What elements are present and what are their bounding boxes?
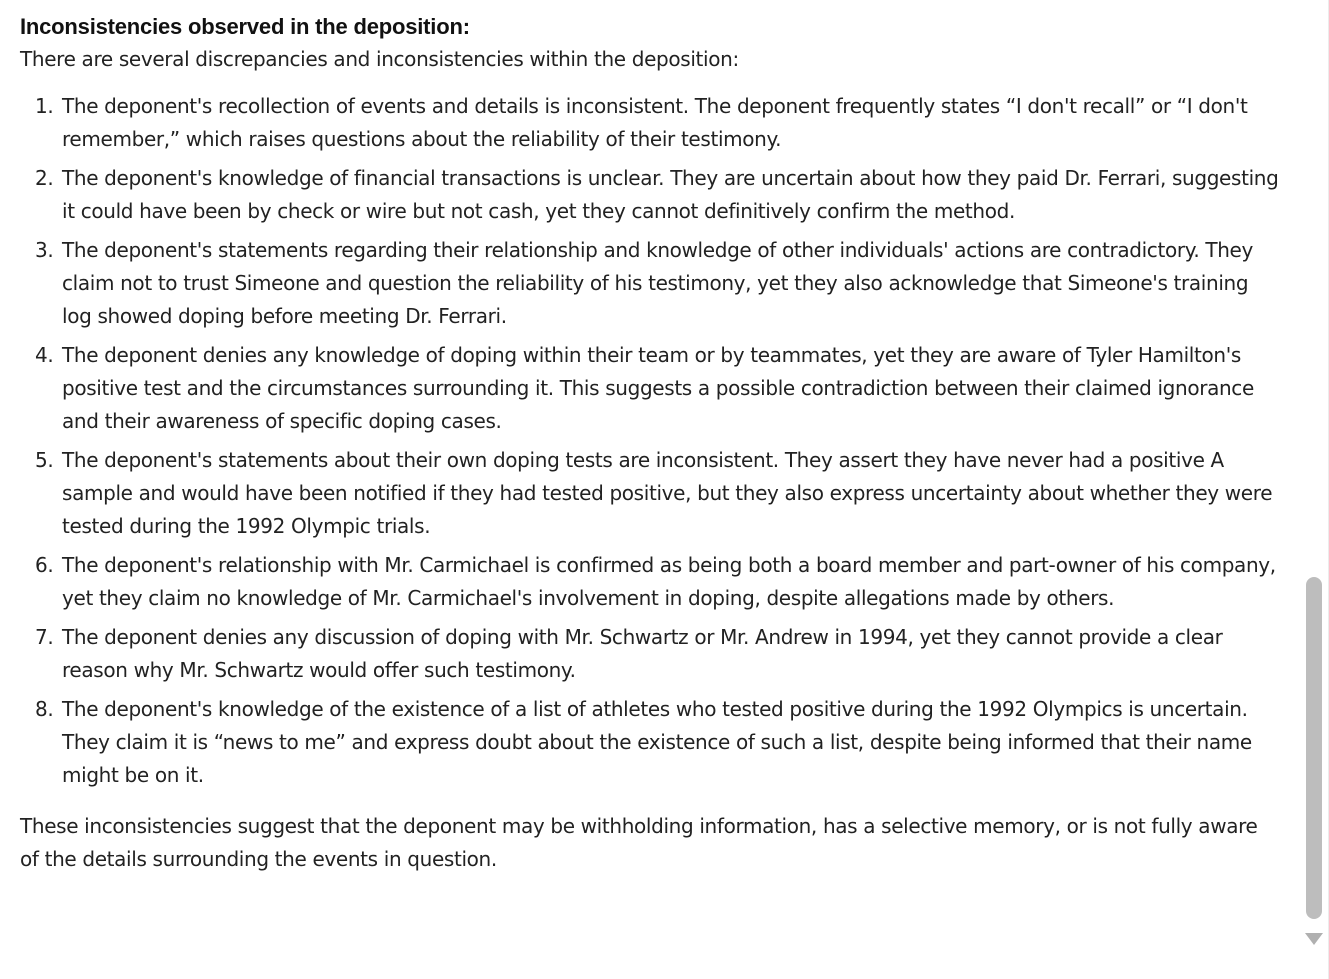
inconsistency-list: [20, 90, 1282, 792]
list-item-text: The deponent's knowledge of the existence of a list of athletes who tested positive during the 1992 Olympics is uncertain. They claim it is “news to me” and express doubt about the existence of such a list, despite being informed that their name might be on it.: [62, 697, 1252, 787]
list-item: [35, 339, 1282, 438]
list-item-number: 4.: [35, 343, 54, 367]
scroll-down-arrow-icon[interactable]: [1305, 933, 1323, 945]
conclusion-text: These inconsistencies suggest that the deponent may be withholding information, has a selective memory, or is not fully aware of the details surrounding the events in question.: [20, 814, 1258, 871]
list-item-text: The deponent's relationship with Mr. Carmichael is confirmed as being both a board member and part-owner of his company, yet they claim no knowledge of Mr. Carmichael's involvement in doping, despite allegations made by others.: [62, 553, 1276, 610]
list-item-number: 7.: [35, 625, 54, 649]
list-item-number: 3.: [35, 238, 54, 262]
list-item-text: The deponent's knowledge of financial transactions is unclear. They are uncertain about how they paid Dr. Ferrari, suggesting it could have been by check or wire but not cash, yet they cannot definitively confirm the method.: [62, 166, 1279, 223]
list-item: [35, 693, 1282, 792]
list-item-number: 8.: [35, 697, 54, 721]
list-item-number: 5.: [35, 448, 54, 472]
list-item-text: The deponent denies any discussion of doping with Mr. Schwartz or Mr. Andrew in 1994, yet they cannot provide a clear reason why Mr. Schwartz would offer such testimony.: [62, 625, 1223, 682]
list-item: [35, 162, 1282, 228]
list-item: [35, 444, 1282, 543]
list-item-number: 1.: [35, 94, 54, 118]
intro-text: There are several discrepancies and inconsistencies within the deposition:: [20, 47, 739, 71]
list-item-text: The deponent denies any knowledge of doping within their team or by teammates, yet they are aware of Tyler Hamilton's positive test and the circumstances surrounding it. This suggests a possible contradiction between their claimed ignorance and their awareness of specific doping cases.: [62, 343, 1254, 433]
list-item: [35, 90, 1282, 156]
list-item: [35, 621, 1282, 687]
list-item-number: 6.: [35, 553, 54, 577]
list-item-text: The deponent's recollection of events and details is inconsistent. The deponent frequently states “I don't recall” or “I don't remember,” which raises questions about the reliability of their testimony.: [62, 94, 1248, 151]
section-heading: Inconsistencies observed in the deposition:: [20, 14, 470, 39]
list-item: [35, 549, 1282, 615]
response-content: [20, 12, 1282, 876]
list-item-text: The deponent's statements regarding their relationship and knowledge of other individuals' actions are contradictory. They claim not to trust Simeone and question the reliability of his testimony, yet they also acknowledge that Simeone's training log showed doping before meeting Dr. Ferrari.: [62, 238, 1253, 328]
scrollbar-thumb[interactable]: [1306, 577, 1322, 919]
vertical-scrollbar[interactable]: [1304, 0, 1322, 979]
list-item-number: 2.: [35, 166, 54, 190]
list-item: [35, 234, 1282, 333]
list-item-text: The deponent's statements about their own doping tests are inconsistent. They assert they have never had a positive A sample and would have been notified if they had tested positive, but they also express uncertainty about whether they were tested during the 1992 Olympic trials.: [62, 448, 1273, 538]
